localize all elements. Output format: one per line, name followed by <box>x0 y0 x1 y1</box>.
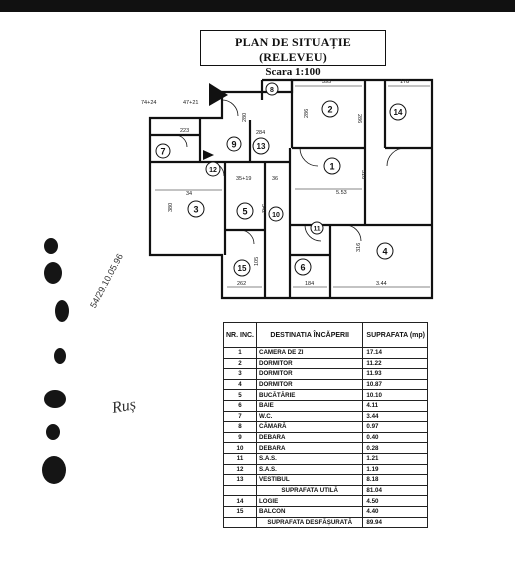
dim-label: 395 <box>322 79 332 85</box>
room-marker-1 <box>324 158 340 174</box>
surface-table <box>223 322 428 528</box>
room-number: 6 <box>300 262 306 273</box>
room-number: 9 <box>231 139 237 150</box>
room-number: 15 <box>237 264 247 274</box>
room-number: 11 <box>313 225 321 233</box>
dim-label: 262 <box>237 281 247 287</box>
dim-label: 280 <box>242 112 248 122</box>
dim-label: 286 <box>304 108 310 118</box>
dim-label: 74+24 <box>141 100 157 106</box>
ink-blot <box>44 238 58 254</box>
dim-label: 286 <box>356 114 362 124</box>
total-row: SUPRAFATA DESFĂȘURATĂ 89.94 <box>224 517 428 528</box>
table-row: 2 DORMITOR 11.22 <box>224 358 428 369</box>
table-row: 13 VESTIBUL 8.18 <box>224 475 428 486</box>
room-marker-5 <box>237 203 253 219</box>
room-marker-8 <box>266 83 278 95</box>
dim-label: 3.44 <box>376 281 387 287</box>
room-marker-9 <box>227 137 241 151</box>
dim-label: 284 <box>256 130 266 136</box>
room-number: 5 <box>242 206 248 217</box>
room-number: 1 <box>329 161 335 172</box>
room-marker-11 <box>311 222 323 234</box>
table-header-row <box>224 323 428 348</box>
room-marker-7 <box>156 144 170 158</box>
dim-label: 310 <box>360 170 366 180</box>
ink-blot <box>46 424 60 440</box>
room-number: 7 <box>160 146 166 157</box>
table-row: 7 W.C. 3.44 <box>224 411 428 422</box>
ink-blot <box>44 262 62 284</box>
table-row: 5 BUCĂTĂRIE 10.10 <box>224 390 428 401</box>
dim-label: 316 <box>356 242 362 252</box>
subtotal-row: SUPRAFATA UTILĂ 81.04 <box>224 485 428 496</box>
table-row: 14 LOGIE 4.50 <box>224 496 428 507</box>
dim-label: 178 <box>400 79 410 85</box>
room-marker-15 <box>234 260 250 276</box>
room-marker-3 <box>188 201 204 217</box>
dim-label: 34 <box>186 191 193 197</box>
dim-label: 5.53 <box>336 190 347 196</box>
room-number: 10 <box>272 211 280 219</box>
table-row: 9 DEBARA 0.40 <box>224 432 428 443</box>
room-number: 8 <box>270 86 274 94</box>
signature: Ruș <box>110 396 138 417</box>
ink-blot <box>42 456 66 484</box>
room-marker-2 <box>322 101 338 117</box>
table-row: 3 DORMITOR 11.93 <box>224 369 428 380</box>
document-scale: Scara 1:100 <box>265 66 321 78</box>
dim-label: 35+19 <box>236 176 252 182</box>
dim-label: 342 <box>260 204 266 214</box>
room-marker-12 <box>206 162 220 176</box>
room-marker-4 <box>377 243 393 259</box>
room-marker-14 <box>390 104 406 120</box>
room-number: 13 <box>256 142 266 152</box>
room-marker-6 <box>295 259 311 275</box>
dim-label: 380 <box>168 202 174 212</box>
ink-blot <box>44 390 66 408</box>
room-number: 14 <box>393 108 403 118</box>
dim-label: 36 <box>272 176 279 182</box>
room-number: 2 <box>327 104 333 115</box>
dim-label: 223 <box>180 128 190 134</box>
registration-stamp: 54/29.10.05.96 <box>88 251 126 310</box>
room-marker-10 <box>269 207 283 221</box>
room-number: 3 <box>193 204 199 215</box>
ink-blot <box>54 348 66 364</box>
table-row: 15 BALCON 4.40 <box>224 506 428 517</box>
direction-arrow-icon <box>203 150 214 160</box>
table-row: 1 CAMERA DE ZI 17.14 <box>224 348 428 359</box>
table-row: 12 S.A.S. 1.19 <box>224 464 428 475</box>
table-row: 10 DEBARA 0.28 <box>224 443 428 454</box>
ink-blot <box>55 300 69 322</box>
header-nr: NR. INC. <box>224 323 257 348</box>
room-marker-13 <box>253 138 269 154</box>
table-row: 4 DORMITOR 10.87 <box>224 379 428 390</box>
room-markers <box>156 83 406 276</box>
room-number: 12 <box>209 166 217 174</box>
table-row: 11 S.A.S. 1.21 <box>224 453 428 464</box>
dim-label: 105 <box>254 256 260 266</box>
document-title: PLAN DE SITUAȚIE (RELEVEU) <box>235 35 351 64</box>
header-area: SUPRAFATA (mp) <box>363 323 428 348</box>
header-destination: DESTINATIA ÎNCĂPERII <box>257 323 363 348</box>
dim-label: 47+21 <box>183 100 199 106</box>
table-row: 8 CĂMARĂ 0.97 <box>224 422 428 433</box>
dim-label: 184 <box>305 281 315 287</box>
entrance-arrow-icon <box>209 83 228 106</box>
table-row: 6 BAIE 4.11 <box>224 400 428 411</box>
room-number: 4 <box>382 246 388 257</box>
